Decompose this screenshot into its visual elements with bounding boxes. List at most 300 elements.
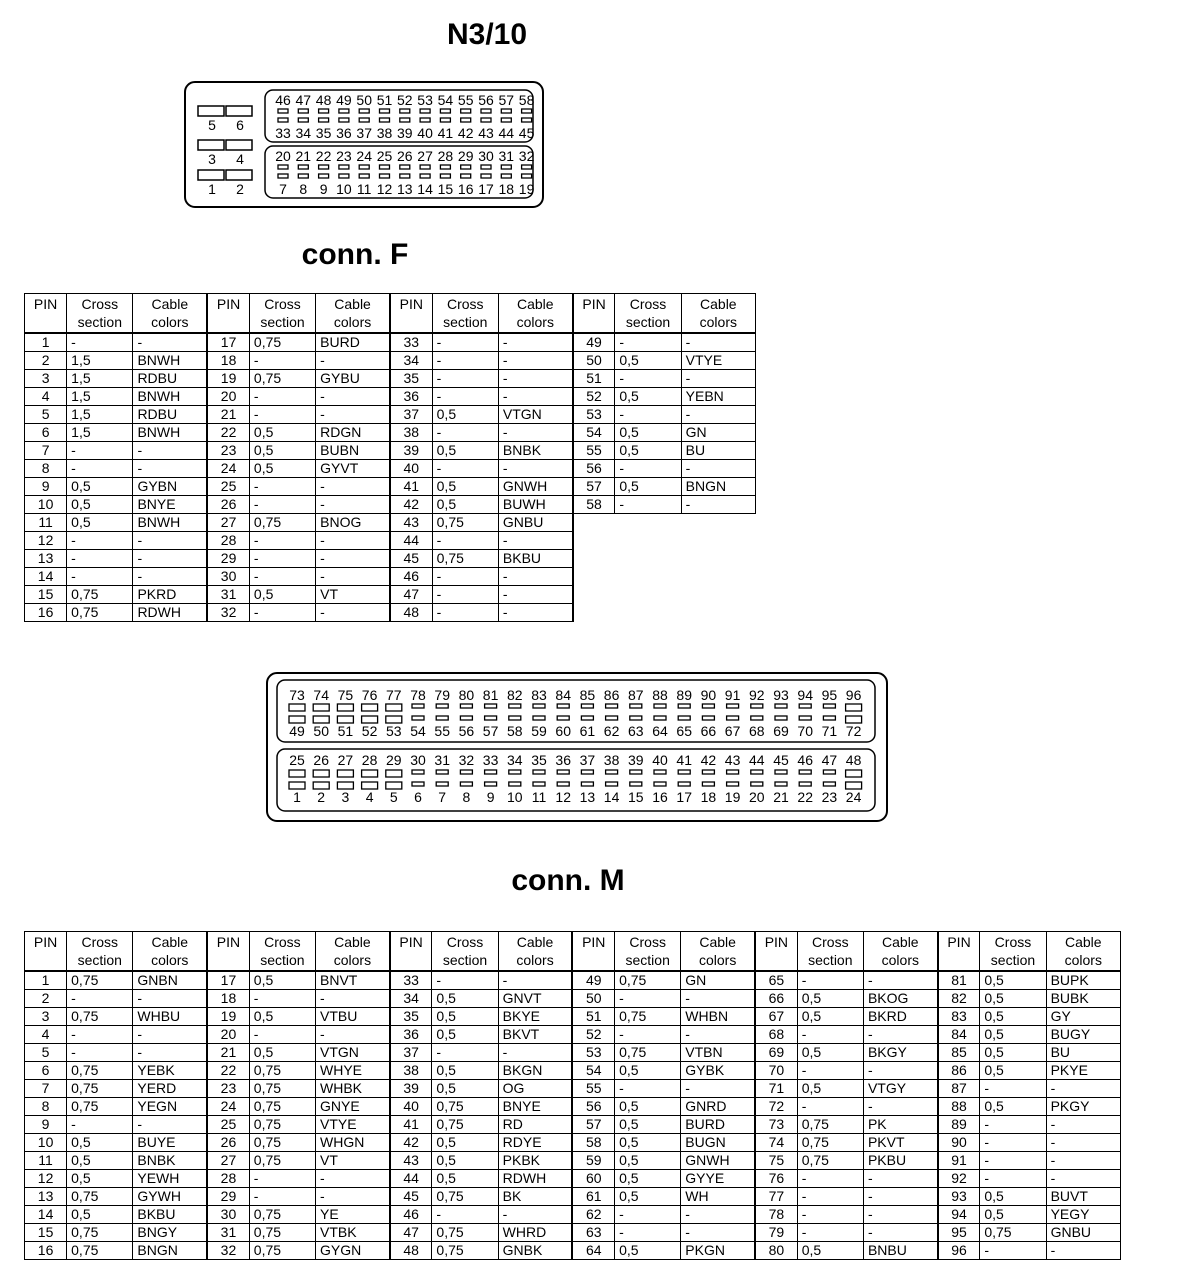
- cross-section-value: 0,5: [67, 1206, 133, 1224]
- pin-number: 16: [25, 604, 67, 622]
- conn-m-pin-label: 43: [724, 752, 741, 768]
- cable-color-value: BNBK: [498, 442, 572, 460]
- conn-m-pin-label: 15: [628, 789, 644, 805]
- conn-m-pin-label: 49: [289, 723, 305, 739]
- conn-m-pin-contact: [386, 716, 402, 723]
- conn-m-pin-contact: [823, 704, 835, 708]
- header-cable-colors: [863, 932, 937, 972]
- conn-m-pin-label: 90: [700, 687, 717, 703]
- cross-section-value: -: [249, 550, 315, 568]
- cross-section-value: 0,75: [615, 1008, 681, 1026]
- cable-color-value: VT: [316, 586, 390, 604]
- n310-big-pin-label: 6: [236, 117, 244, 133]
- cross-section-value: -: [432, 370, 498, 388]
- cable-color-value: -: [133, 532, 207, 550]
- header-cross-section: [797, 932, 863, 972]
- cable-color-value: YEWH: [133, 1170, 207, 1188]
- cable-color-value: BKOG: [863, 990, 937, 1008]
- header-cable-colors: [316, 932, 390, 972]
- cable-color-value: YERD: [133, 1080, 207, 1098]
- cross-section-value: 0,5: [615, 1062, 681, 1080]
- cross-section-value: -: [797, 1062, 863, 1080]
- cross-section-value: -: [615, 370, 681, 388]
- cable-color-value: BNWH: [133, 514, 207, 532]
- pin-number: 93: [938, 1188, 980, 1206]
- pin-number: 37: [390, 1044, 432, 1062]
- pin-number: 46: [390, 1206, 432, 1224]
- cross-section-value: 0,5: [980, 1206, 1046, 1224]
- cable-color-value: -: [133, 568, 207, 586]
- conn-m-pin-label: 64: [652, 723, 668, 739]
- pin-number: 86: [938, 1062, 980, 1080]
- n310-pin-label: 33: [275, 125, 291, 141]
- n310-title: N3/10: [446, 18, 528, 51]
- cable-color-value: -: [681, 460, 755, 478]
- pin-number: 49: [572, 971, 614, 990]
- conn-m-pin-label: 37: [579, 752, 596, 768]
- n310-pin-label: 24: [356, 148, 372, 164]
- cross-section-value: 0,5: [67, 478, 133, 496]
- conn-m-pin-label: 1: [293, 789, 301, 805]
- header-line-2: colors: [1064, 952, 1102, 968]
- header-pin-label: PIN: [582, 934, 606, 950]
- n310-pin-label: 29: [457, 148, 474, 164]
- cable-color-value: BUYE: [133, 1134, 207, 1152]
- conn-m-pin-contact: [436, 716, 448, 720]
- pin-number: 50: [572, 990, 614, 1008]
- cross-section-value: -: [432, 333, 498, 352]
- pin-number: 40: [390, 1098, 432, 1116]
- n310-pin-label: 31: [498, 148, 515, 164]
- conn-m-pin-label: 85: [579, 687, 596, 703]
- cross-section-value: 0,5: [432, 1152, 498, 1170]
- pin-number: 21: [207, 1044, 249, 1062]
- pin-number: 84: [938, 1026, 980, 1044]
- cross-section-value: 0,5: [980, 1188, 1046, 1206]
- header-line-2: section: [260, 952, 305, 968]
- conn-m-pin-contact: [654, 716, 666, 720]
- conn-m-pin-label: 31: [434, 752, 450, 768]
- conn-m-pin-label: 28: [361, 752, 378, 768]
- pin-number: 32: [207, 1242, 249, 1260]
- cross-section-value: 0,5: [249, 586, 315, 604]
- pin-number: 15: [25, 586, 67, 604]
- pin-number: 10: [25, 496, 67, 514]
- conn-m-pin-label: 20: [749, 789, 765, 805]
- n310-pin-label: 36: [336, 125, 352, 141]
- conn-m-pin-label: 2: [317, 789, 326, 805]
- cross-section-value: 0,5: [615, 352, 681, 370]
- cable-color-value: GYGN: [316, 1242, 390, 1260]
- conn-m-pin-label: 58: [507, 723, 523, 739]
- conn-m-pin-contact: [313, 782, 329, 789]
- cable-color-value: -: [316, 406, 390, 424]
- cable-color-value: -: [316, 550, 390, 568]
- conn-m-pin-label: 34: [507, 752, 523, 768]
- conn-m-pin-contact: [727, 704, 739, 708]
- n310-pin-label: 26: [397, 148, 413, 164]
- cross-section-value: 0,5: [615, 1116, 681, 1134]
- n310-pin-label: 10: [336, 181, 352, 197]
- pin-number: 1: [25, 333, 67, 352]
- cross-section-value: 0,5: [980, 1026, 1046, 1044]
- cross-section-value: -: [432, 352, 498, 370]
- n310-pin-label: 30: [478, 148, 494, 164]
- pin-number: 68: [755, 1026, 797, 1044]
- cross-section-value: 0,75: [432, 1188, 498, 1206]
- cable-color-value: RD: [498, 1116, 572, 1134]
- header-line-2: colors: [516, 314, 554, 330]
- cable-color-value: PK: [863, 1116, 937, 1134]
- table-row: [25, 1044, 1121, 1062]
- conn-m-pin-label: 75: [337, 687, 354, 703]
- cable-color-value: GNWH: [498, 478, 572, 496]
- cross-section-value: 0,75: [249, 1062, 315, 1080]
- cross-section-value: 0,75: [249, 514, 315, 532]
- cross-section-value: 0,75: [432, 1116, 498, 1134]
- conn-m-pin-contact: [846, 716, 862, 723]
- conn-m-pin-contact: [436, 770, 448, 774]
- header-cross-section: [249, 932, 315, 972]
- conn-m-pin-contact: [799, 704, 811, 708]
- pin-number: 2: [25, 990, 67, 1008]
- conn-m-pin-contact: [557, 704, 569, 708]
- n310-pin-label: 34: [295, 125, 312, 141]
- pin-number: 43: [390, 514, 432, 532]
- conn-m-pin-label: 82: [507, 687, 523, 703]
- cable-color-value: PKBK: [498, 1152, 572, 1170]
- conn-m-pin-label: 81: [482, 687, 499, 703]
- cross-section-value: -: [249, 478, 315, 496]
- pin-number: 33: [390, 333, 432, 352]
- pin-number: 71: [755, 1080, 797, 1098]
- cable-color-value: -: [316, 496, 390, 514]
- cross-section-value: -: [67, 1044, 133, 1062]
- conn-m-pin-label: 50: [313, 723, 329, 739]
- pin-number: 42: [390, 1134, 432, 1152]
- conn-m-pin-contact: [485, 770, 497, 774]
- header-pin: [390, 932, 432, 972]
- conn-m-pin-contact: [846, 770, 862, 777]
- pin-number: 7: [25, 1080, 67, 1098]
- pin-number: 17: [207, 971, 249, 990]
- cross-section-value: -: [432, 586, 498, 604]
- header-line-1: Cable: [516, 934, 554, 950]
- pin-number: 95: [938, 1224, 980, 1242]
- cable-color-value: GNRD: [681, 1098, 755, 1116]
- cable-color-value: -: [681, 1080, 755, 1098]
- cross-section-value: -: [797, 1098, 863, 1116]
- cross-section-value: -: [67, 333, 133, 352]
- n310-pin-label: 40: [417, 125, 433, 141]
- cross-section-value: -: [432, 604, 498, 622]
- cable-color-value: RDYE: [498, 1134, 572, 1152]
- header-cable-colors: [133, 932, 207, 972]
- cross-section-value: -: [249, 406, 315, 424]
- conn-m-pin-contact: [460, 716, 472, 720]
- pin-number: 52: [572, 1026, 614, 1044]
- cross-section-value: 0,75: [432, 514, 498, 532]
- pin-number: 3: [25, 1008, 67, 1026]
- conn-m-pin-label: 18: [700, 789, 717, 805]
- cross-section-value: 0,5: [432, 990, 498, 1008]
- header-pin-label: PIN: [399, 934, 423, 950]
- cross-section-value: 0,75: [432, 1098, 498, 1116]
- cross-section-value: 0,5: [615, 1188, 681, 1206]
- conn-m-pin-label: 16: [652, 789, 668, 805]
- pin-number: 28: [207, 532, 249, 550]
- cross-section-value: 0,75: [980, 1224, 1046, 1242]
- n310-pin-label: 15: [437, 181, 454, 197]
- cross-section-value: 1,5: [67, 388, 133, 406]
- cable-color-value: GNWH: [681, 1152, 755, 1170]
- conn-m-pin-contact: [630, 716, 642, 720]
- cable-color-value: GN: [681, 424, 755, 442]
- header-pin-label: PIN: [764, 934, 789, 950]
- pin-number: 85: [938, 1044, 980, 1062]
- cable-color-value: BNOG: [316, 514, 390, 532]
- conn-m-pin-label: 61: [579, 723, 596, 739]
- table-row: [25, 1098, 1121, 1116]
- conn-m-pin-contact: [702, 716, 714, 720]
- cable-color-value: BUVT: [1046, 1188, 1120, 1206]
- conn-m-pin-label: 51: [337, 723, 354, 739]
- cross-section-value: 0,5: [797, 1080, 863, 1098]
- cross-section-value: 1,5: [67, 424, 133, 442]
- conn-m-pin-label: 19: [724, 789, 741, 805]
- pin-number: 30: [207, 1206, 249, 1224]
- conn-m-pin-label: 27: [337, 752, 354, 768]
- cable-color-value: -: [1046, 1242, 1120, 1260]
- pin-number: 6: [25, 424, 67, 442]
- pin-number: 20: [207, 388, 249, 406]
- cable-color-value: -: [863, 1098, 937, 1116]
- cross-section-value: -: [67, 532, 133, 550]
- cross-section-value: -: [615, 333, 681, 352]
- pin-number: 16: [25, 1242, 67, 1260]
- conn-m-pin-label: 52: [361, 723, 378, 739]
- pin-number: 65: [755, 971, 797, 990]
- cable-color-value: PKGN: [681, 1242, 755, 1260]
- cross-section-value: 0,75: [67, 1062, 133, 1080]
- cable-color-value: GY: [1046, 1008, 1120, 1026]
- cross-section-value: 0,5: [615, 1170, 681, 1188]
- cross-section-value: 0,75: [249, 1116, 315, 1134]
- cable-color-value: -: [133, 1044, 207, 1062]
- n310-pin-label: 27: [417, 148, 433, 164]
- n310-pin-label: 37: [356, 125, 372, 141]
- cross-section-value: -: [980, 1080, 1046, 1098]
- n310-pin-label: 16: [457, 181, 474, 197]
- cross-section-value: 0,5: [980, 1008, 1046, 1026]
- pin-number: 38: [390, 424, 432, 442]
- cable-color-value: VTYE: [681, 352, 755, 370]
- conn-m-pin-contact: [823, 716, 835, 720]
- cable-color-value: -: [316, 1188, 390, 1206]
- cable-color-value: -: [133, 550, 207, 568]
- cable-color-value: RDBU: [133, 406, 207, 424]
- cable-color-value: -: [863, 1062, 937, 1080]
- pin-number: 30: [207, 568, 249, 586]
- cross-section-value: -: [432, 1206, 498, 1224]
- cable-color-value: BUBN: [316, 442, 390, 460]
- cross-section-value: 0,75: [67, 1188, 133, 1206]
- conn-m-pin-contact: [581, 704, 593, 708]
- cross-section-value: 0,5: [615, 442, 681, 460]
- cross-section-value: -: [432, 971, 498, 990]
- conn-m-housing: [267, 673, 887, 821]
- cable-color-value: YEBK: [133, 1062, 207, 1080]
- pin-number: 41: [390, 1116, 432, 1134]
- conn-m-pin-contact: [313, 716, 329, 723]
- conn-m-pin-contact: [678, 782, 690, 786]
- n310-pin-label: 19: [518, 181, 535, 197]
- cable-color-value: BK: [498, 1188, 572, 1206]
- conn-m-pin-contact: [533, 770, 545, 774]
- cross-section-value: 0,75: [432, 550, 498, 568]
- conn-m-pin-label: 65: [676, 723, 692, 739]
- cross-section-value: 0,5: [797, 1044, 863, 1062]
- pin-number: 45: [390, 550, 432, 568]
- conn-m-pin-contact: [362, 716, 378, 723]
- cross-section-value: -: [432, 460, 498, 478]
- n310-pin-label: 58: [518, 92, 535, 108]
- header-pin-label: PIN: [216, 296, 241, 312]
- cable-color-value: VTBK: [316, 1224, 390, 1242]
- cross-section-value: 0,75: [67, 1242, 133, 1260]
- pin-number: 90: [938, 1134, 980, 1152]
- pin-number: 67: [755, 1008, 797, 1026]
- cable-color-value: -: [498, 532, 572, 550]
- cross-section-value: 0,5: [615, 1134, 681, 1152]
- n310-pin-label: 14: [417, 181, 433, 197]
- cross-section-value: 0,5: [432, 1026, 498, 1044]
- n310-pin-label: 45: [518, 125, 535, 141]
- cross-section-value: 0,5: [980, 990, 1046, 1008]
- conn-m-pin-label: 79: [434, 687, 450, 703]
- cable-color-value: BKBU: [498, 550, 572, 568]
- cable-color-value: BUGN: [681, 1134, 755, 1152]
- cable-color-value: RDGN: [316, 424, 390, 442]
- conn-m-pin-contact: [727, 770, 739, 774]
- pin-number: 23: [207, 442, 249, 460]
- conn-m-pin-label: 59: [531, 723, 547, 739]
- conn-m-pin-contact: [289, 782, 305, 789]
- cross-section-value: -: [249, 1188, 315, 1206]
- cross-section-value: -: [797, 1170, 863, 1188]
- n310-pin-label: 35: [315, 125, 332, 141]
- n310-big-pin-label: 1: [208, 181, 216, 197]
- conn-m-pin-contact: [460, 704, 472, 708]
- pin-number: 74: [755, 1134, 797, 1152]
- pin-number: 5: [25, 406, 67, 424]
- cross-section-value: 0,5: [249, 971, 315, 990]
- conn-m-pin-label: 80: [458, 687, 475, 703]
- cross-section-value: 0,5: [615, 1152, 681, 1170]
- pin-number: 88: [938, 1098, 980, 1116]
- pin-number: 37: [390, 406, 432, 424]
- pin-number: 80: [755, 1242, 797, 1260]
- cable-color-value: GNBU: [498, 514, 572, 532]
- cable-color-value: -: [681, 406, 755, 424]
- cross-section-value: 0,75: [67, 1224, 133, 1242]
- cross-section-value: -: [249, 352, 315, 370]
- table-row: [25, 1206, 1121, 1224]
- pin-number: 87: [938, 1080, 980, 1098]
- n310-pin-label: 39: [397, 125, 413, 141]
- pin-number: 15: [25, 1224, 67, 1242]
- conn-m-pin-label: 94: [797, 687, 813, 703]
- pin-number: 23: [207, 1080, 249, 1098]
- conn-m-pin-label: 25: [289, 752, 305, 768]
- n310-pin-label: 50: [356, 92, 372, 108]
- conn-m-pin-label: 86: [603, 687, 620, 703]
- cable-color-value: -: [133, 990, 207, 1008]
- conn-m-pin-label: 24: [845, 789, 862, 805]
- header-cross-section: [615, 932, 681, 972]
- cross-section-value: 0,5: [980, 1062, 1046, 1080]
- conn-m-pin-contact: [581, 782, 593, 786]
- conn-m-pin-label: 46: [797, 752, 813, 768]
- cable-color-value: BU: [1046, 1044, 1120, 1062]
- conn-m-pin-label: 62: [603, 723, 620, 739]
- n310-pin-label: 54: [437, 92, 454, 108]
- cable-color-value: YE: [316, 1206, 390, 1224]
- cross-section-value: 0,75: [249, 1206, 315, 1224]
- pin-number: 31: [207, 586, 249, 604]
- conn-m-pin-label: 48: [845, 752, 862, 768]
- n310-pin-label: 49: [336, 92, 352, 108]
- conn-m-pin-label: 78: [410, 687, 426, 703]
- conn-m-pin-label: 40: [652, 752, 668, 768]
- table-row: [25, 971, 1121, 990]
- table-row: [25, 1224, 1121, 1242]
- conn-m-pin-label: 13: [579, 789, 596, 805]
- conn-m-pin-label: 39: [628, 752, 644, 768]
- cable-color-value: -: [1046, 1152, 1120, 1170]
- cable-color-value: YEGN: [133, 1098, 207, 1116]
- conn-m-pin-label: 69: [773, 723, 789, 739]
- cable-color-value: GYBK: [681, 1062, 755, 1080]
- conn-m-pin-contact: [606, 770, 618, 774]
- cross-section-value: -: [432, 388, 498, 406]
- conn-m-pin-table: [24, 931, 1121, 1260]
- n310-big-pin-label: 5: [208, 117, 216, 133]
- n310-big-pin-label: 3: [208, 151, 216, 167]
- pin-number: 61: [572, 1188, 614, 1206]
- cross-section-value: 0,75: [67, 604, 133, 622]
- conn-m-pin-contact: [412, 716, 424, 720]
- conn-m-pin-label: 22: [797, 789, 813, 805]
- pin-number: 47: [390, 1224, 432, 1242]
- cross-section-value: 0,75: [67, 971, 133, 990]
- n310-pin-label: 44: [498, 125, 515, 141]
- pin-number: 1: [25, 971, 67, 990]
- header-pin-label: PIN: [582, 296, 606, 312]
- cable-color-value: -: [1046, 1116, 1120, 1134]
- n310-pin-label: 22: [315, 148, 332, 164]
- header-line-1: Cable: [882, 934, 919, 950]
- pin-number: 43: [390, 1152, 432, 1170]
- pin-number: 62: [572, 1206, 614, 1224]
- conn-m-pin-label: 88: [652, 687, 668, 703]
- conn-m-pin-contact: [823, 782, 835, 786]
- conn-m-pin-label: 77: [386, 687, 402, 703]
- cable-color-value: PKGY: [1046, 1098, 1120, 1116]
- pin-number: 35: [390, 370, 432, 388]
- cross-section-value: 0,5: [249, 442, 315, 460]
- cable-color-value: BKRD: [863, 1008, 937, 1026]
